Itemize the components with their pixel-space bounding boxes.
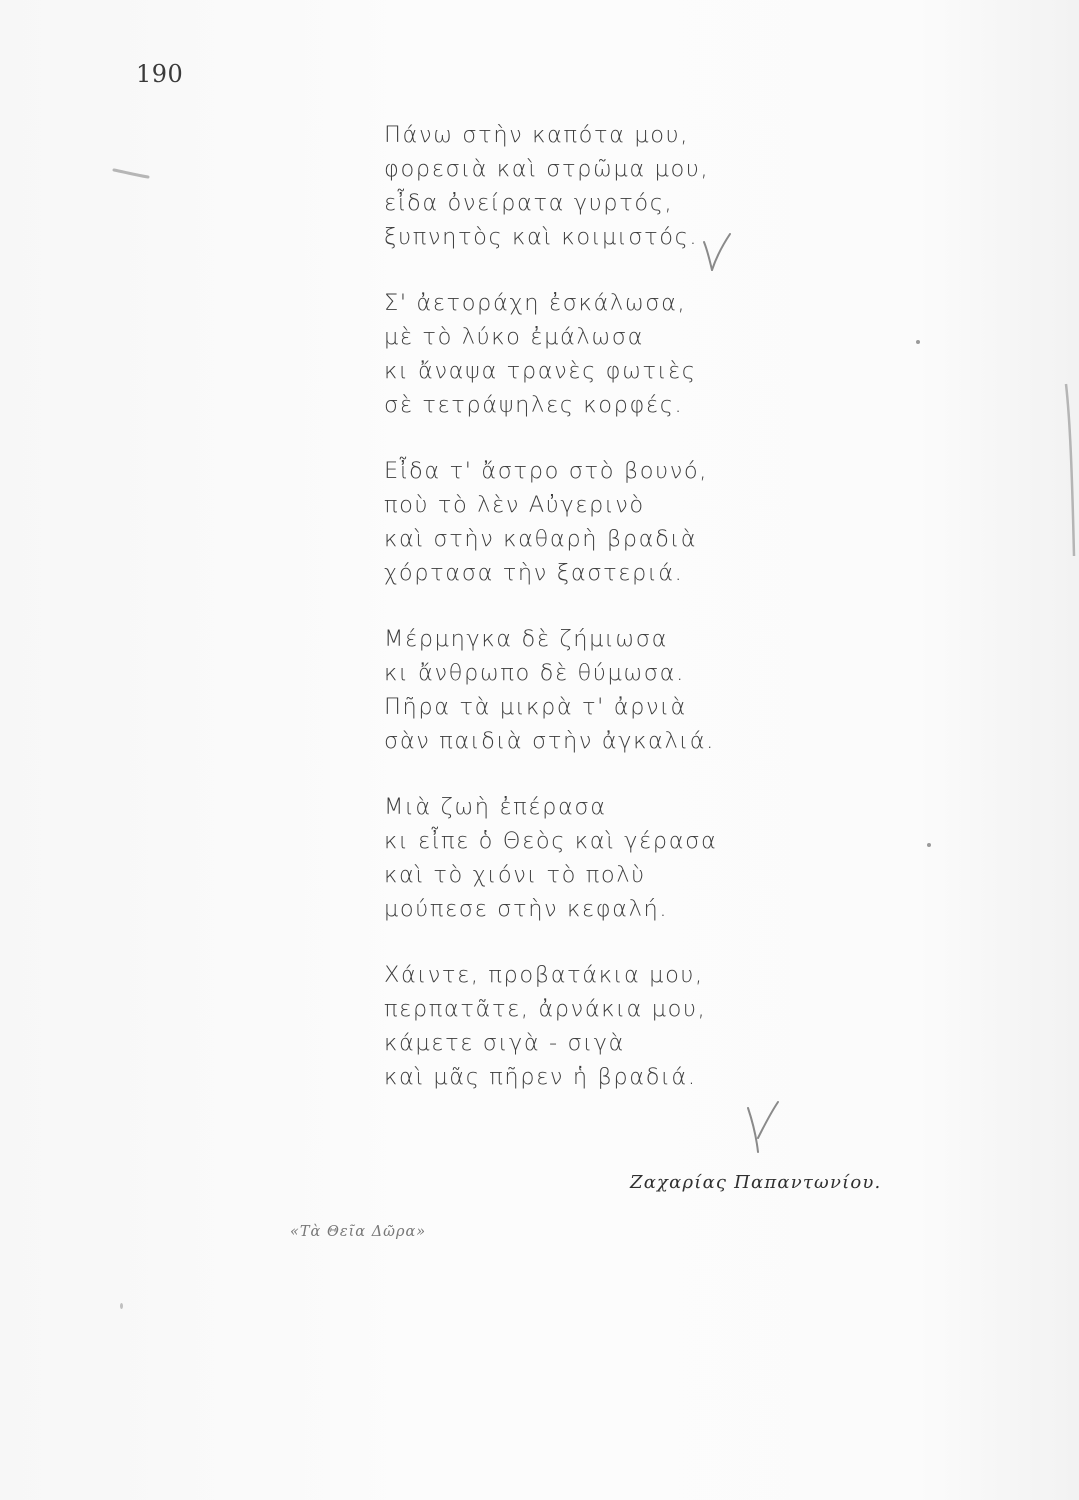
poem-line: σὲ τετράψηλες κορφές. <box>384 392 684 418</box>
poem-line: Σ' ἀετοράχη ἐσκάλωσα, <box>384 290 687 316</box>
poem-line: φορεσιὰ καὶ στρῶμα μου, <box>384 156 710 182</box>
stanza <box>384 118 804 254</box>
poem-line: κι ἄνθρωπο δὲ θύμωσα. <box>384 660 685 686</box>
paper-speck <box>120 1303 123 1309</box>
stanza <box>384 286 804 422</box>
poem-line: μούπεσε στὴν κεφαλή. <box>384 896 669 922</box>
poem-line: Χάιντε, προβατάκια μου, <box>384 962 704 988</box>
poem-line: σὰν παιδιὰ στὴν ἀγκαλιά. <box>384 728 715 754</box>
poem-line: εἶδα ὀνείρατα γυρτός, <box>384 190 674 216</box>
poem-line: κι ἄναψα τρανὲς φωτιὲς <box>384 358 697 384</box>
poem-line: ποὺ τὸ λὲν Αὐγερινὸ <box>384 492 645 518</box>
poem-line: χόρτασα τὴν ξαστεριά. <box>384 560 684 586</box>
poem-line: καὶ μᾶς πῆρεν ἡ βραδιά. <box>384 1064 697 1090</box>
paper-speck <box>916 340 920 344</box>
poem-line: Πάνω στὴν καπότα μου, <box>384 122 689 148</box>
poem-line: Εἶδα τ' ἄστρο στὸ βουνό, <box>384 458 709 484</box>
poem-line: Μέρμηγκα δὲ ζήμιωσα <box>384 626 669 652</box>
poem-line: μὲ τὸ λύκο ἐμάλωσα <box>384 324 645 350</box>
poem-line: ξυπνητὸς καὶ κοιμιστός. <box>384 224 699 250</box>
stanza <box>384 622 804 758</box>
poem-line: καὶ στὴν καθαρὴ βραδιὰ <box>384 526 698 552</box>
poem <box>384 118 804 1126</box>
poem-line: κάμετε σιγὰ - σιγὰ <box>384 1030 625 1056</box>
poem-line: Μιὰ ζωὴ ἐπέρασα <box>384 794 607 820</box>
page-edge-stroke-icon <box>1060 380 1079 560</box>
poem-line: καὶ τὸ χιόνι τὸ πολὺ <box>384 862 646 888</box>
source-title: «Τὰ Θεῖα Δῶρα» <box>290 1224 427 1240</box>
poem-line: περπατᾶτε, ἀρνάκια μου, <box>384 996 707 1022</box>
author-signature: Ζαχαρίας Παπαντωνίου. <box>630 1172 882 1193</box>
paper-speck <box>927 843 931 847</box>
pencil-stroke-icon <box>112 166 152 180</box>
page-number: 190 <box>136 60 184 88</box>
stanza <box>384 958 804 1094</box>
poem-line: κι εἶπε ὁ Θεὸς καὶ γέρασα <box>384 828 718 854</box>
stanza <box>384 454 804 590</box>
poem-line: Πῆρα τὰ μικρὰ τ' ἀρνιὰ <box>384 694 687 720</box>
stanza <box>384 790 804 926</box>
